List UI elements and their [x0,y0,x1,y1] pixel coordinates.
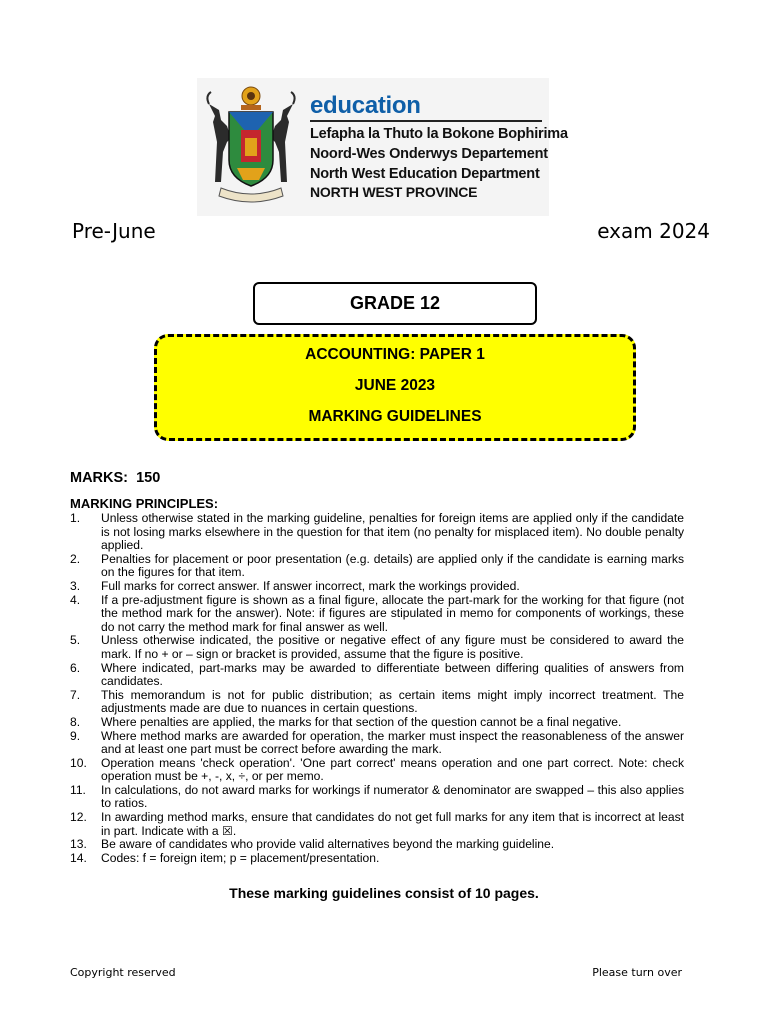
item-number: 13. [70,837,87,852]
subject-box [154,334,636,441]
list-item [70,662,684,689]
copyright-footer: Copyright reserved [70,966,176,979]
list-item [70,730,684,757]
list-item [70,580,684,594]
item-text: Unless otherwise indicated, the positive or negative effect of any figure must be considered to award the mark. If no + or – sign or bracket is provided, assume that the figure is positive. [101,633,684,661]
marks-total [70,470,160,486]
page-count-note: These marking guidelines consist of 10 pages. [229,885,539,901]
item-number: 3. [70,578,81,593]
item-text: Full marks for correct answer. If answer incorrect, mark the workings provided. [101,578,520,593]
principles-heading: MARKING PRINCIPLES: [70,496,219,511]
principles-list [70,512,684,865]
subject-title: ACCOUNTING: PAPER 1 [305,346,485,363]
item-number: 4. [70,592,81,607]
item-text: Penalties for placement or poor presentation (e.g. details) are applied only if the candidate is earning marks on the figures for that item. [101,551,684,580]
list-item [70,634,684,661]
dept-name-english: North West Education Department [310,166,540,182]
marks-label: MARKS: [70,470,128,486]
item-number: 8. [70,714,81,729]
list-item [70,716,684,730]
grade-label: GRADE 12 [349,293,441,313]
item-number: 11. [70,782,86,797]
list-item [70,838,684,852]
list-item [70,811,684,838]
exam-period-left: Pre-June [72,219,156,243]
item-text: This memorandum is not for public distribution; as certain items might imply incorrect treatment. The adjustments made are due to nuances in certain questions. [101,687,684,716]
item-number: 1. [70,511,81,525]
grade-box [253,282,537,325]
item-number: 2. [70,551,81,566]
logo-divider [310,120,542,122]
list-item [70,553,684,580]
list-item [70,784,684,811]
dept-name-afrikaans: Noord-Wes Onderwys Departement [310,146,548,162]
list-item [70,689,684,716]
item-number: 9. [70,728,81,743]
list-item [70,512,684,553]
department-logo [197,78,568,216]
paper-date: JUNE 2023 [354,377,436,394]
item-text: Where method marks are awarded for operation, the marker must inspect the reasonableness of the answer and at least one part must be correct before awarding the mark. [101,728,684,757]
coat-of-arms-icon [201,82,301,210]
item-number: 6. [70,660,81,675]
turn-over-footer: Please turn over [592,966,682,979]
dept-name-setswana: Lefapha la Thuto la Bokone Bophirima [310,126,568,142]
item-text: Operation means 'check operation'. 'One part correct' means operation and one part correct. Note: check operation must be +, -, x, ÷, or per memo. [101,755,684,784]
exam-period-right: exam 2024 [597,219,710,243]
item-text: Where penalties are applied, the marks for that section of the question cannot be a final negative. [101,714,622,729]
item-text: In calculations, do not award marks for workings if numerator & denominator are swapped – this also applies to ratios. [101,782,684,811]
document-type: MARKING GUIDELINES [308,408,482,425]
marks-value: 150 [136,470,161,486]
list-item [70,594,684,635]
list-item [70,852,684,866]
item-text: Codes: f = foreign item; p = placement/presentation. [101,850,380,865]
item-number: 12. [70,810,87,825]
item-number: 10. [70,755,87,770]
province-name: NORTH WEST PROVINCE [310,184,478,200]
item-text: In awarding method marks, ensure that candidates do not get full marks for any item that is incorrect at least in part. Indicate with a ☒. [101,810,684,838]
item-text: Be aware of candidates who provide valid alternatives beyond the marking guideline. [101,837,555,852]
list-item [70,757,684,784]
item-number: 5. [70,633,81,648]
item-number: 14. [70,850,87,865]
item-number: 7. [70,687,81,702]
logo-wordmark: education [310,92,421,119]
item-text: Where indicated, part-marks may be awarded to differentiate between differing qualities of answers from candidates. [101,660,684,689]
item-text: If a pre-adjustment figure is shown as a final figure, allocate the part-mark for the working for that figure (not the method mark for the answer). Note: if figures are stipulated in memo for components of workings, these do not carry the method mark for final answer as well. [101,592,684,634]
item-text: Unless otherwise stated in the marking guideline, penalties for foreign items are applied only if the candidate is not losing marks elsewhere in the question for that item (no penalty for misplaced item). No double penalty applied. [101,511,684,553]
